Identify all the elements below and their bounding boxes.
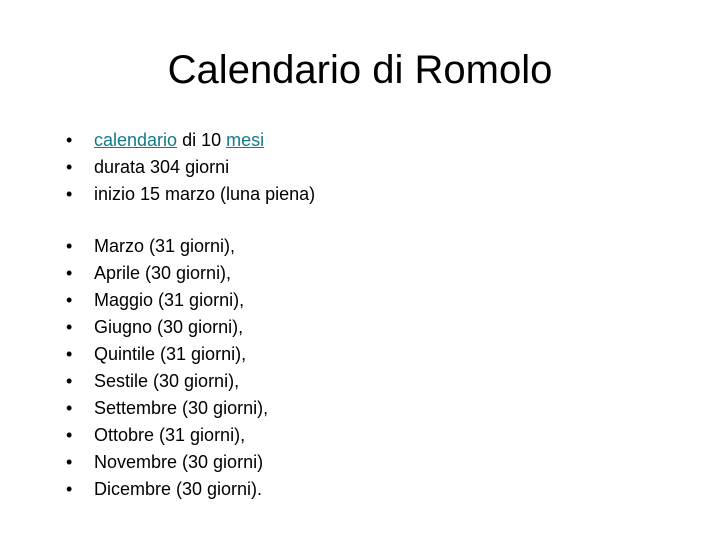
month-text: Ottobre (31 giorni),: [94, 425, 246, 445]
list-item-text: di 10: [177, 130, 227, 150]
list-item: [66, 154, 315, 181]
month-text: Settembre (30 giorni),: [94, 398, 269, 418]
month-text: Marzo (31 giorni),: [94, 236, 236, 256]
list-item-text: inizio 15 marzo (luna piena): [94, 184, 316, 204]
list-item: [66, 181, 315, 208]
list-item-text: durata 304 giorni: [94, 157, 230, 177]
month-item: [66, 260, 268, 287]
list-item: [66, 127, 315, 154]
calendario-link[interactable]: calendario: [94, 130, 178, 150]
summary-list: [66, 127, 315, 208]
bullet: •: [66, 425, 73, 445]
bullet: •: [66, 130, 73, 150]
month-text: Giugno (30 giorni),: [94, 317, 244, 337]
bullet: •: [66, 184, 73, 204]
month-text: Quintile (31 giorni),: [94, 344, 247, 364]
month-item: [66, 233, 268, 260]
month-text: Maggio (31 giorni),: [94, 290, 245, 310]
month-text: Aprile (30 giorni),: [94, 263, 232, 283]
month-item: [66, 476, 268, 503]
bullet: •: [66, 236, 73, 256]
month-item: [66, 314, 268, 341]
month-text: Dicembre (30 giorni).: [94, 479, 263, 499]
months-list: [66, 233, 268, 503]
bullet: •: [66, 263, 73, 283]
month-text: Sestile (30 giorni),: [94, 371, 240, 391]
month-item: [66, 287, 268, 314]
bullet: •: [66, 157, 73, 177]
bullet: •: [66, 317, 73, 337]
month-item: [66, 368, 268, 395]
month-item: [66, 395, 268, 422]
mesi-link[interactable]: mesi: [226, 130, 265, 150]
bullet: •: [66, 290, 73, 310]
month-item: [66, 422, 268, 449]
month-text: Novembre (30 giorni): [94, 452, 264, 472]
bullet: •: [66, 371, 73, 391]
bullet: •: [66, 452, 73, 472]
bullet: •: [66, 344, 73, 364]
month-item: [66, 341, 268, 368]
bullet: •: [66, 398, 73, 418]
slide-title: Calendario di Romolo: [167, 48, 553, 92]
month-item: [66, 449, 268, 476]
bullet: •: [66, 479, 73, 499]
